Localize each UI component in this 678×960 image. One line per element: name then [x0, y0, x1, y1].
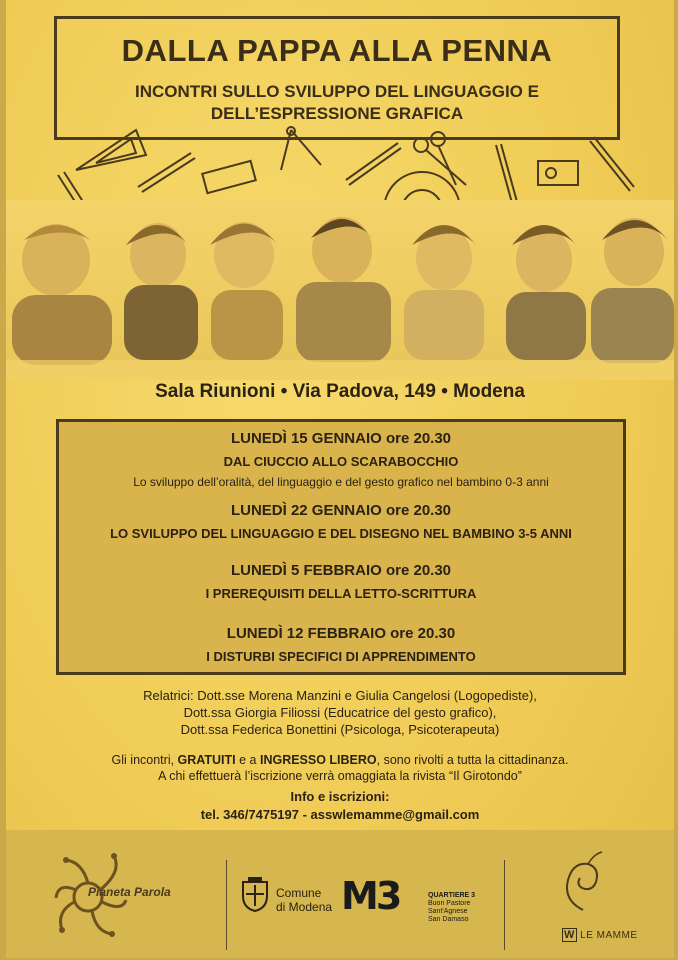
pianeta-parola-name: Pianeta Parola [88, 885, 171, 899]
contact-line[interactable]: tel. 346/7475197 - asswlemamme@gmail.com [200, 807, 480, 822]
free-entry-line-2: A chi effettuerà l’iscrizione verrà omaggiata la rivista “Il Girotondo” [158, 769, 522, 783]
m3-logo: M3 [341, 874, 400, 918]
comune-line-1: Comune [276, 886, 322, 900]
pencil-icon [590, 137, 634, 191]
event-description: Lo sviluppo dell’oralità, del linguaggio e del gesto grafico nel bambino 0-3 anni [133, 475, 549, 489]
comune-line-2: di Modena [276, 900, 333, 914]
le-mamme-logo-icon [558, 850, 608, 920]
schedule-box [56, 419, 626, 675]
pencil-icon [346, 143, 401, 185]
speakers-line-2: Dott.ssa Giorgia Filiossi (Educatrice del gesto grafico), [183, 705, 497, 720]
comune-di-modena [276, 886, 332, 914]
speakers-line-3: Dott.ssa Federica Bonettini (Psicologa, Psicoterapeuta) [180, 722, 500, 737]
quartiere-sub-1: Buon Pastore [428, 900, 471, 907]
info-block [6, 788, 674, 824]
poster-title: DALLA PAPPA ALLA PENNA [121, 33, 553, 68]
title-box [54, 16, 620, 140]
info-heading: Info e iscrizioni: [290, 789, 390, 804]
speakers [6, 687, 674, 738]
footer-divider [504, 860, 505, 950]
quartiere-sub-2: Sant'Agnese [428, 908, 468, 915]
event-title: LO SVILUPPO DEL LINGUAGGIO E DEL DISEGNO NEL BAMBINO 3-5 ANNI [110, 526, 572, 541]
children-photo [6, 200, 674, 380]
eraser-icon [202, 161, 255, 193]
free-entry-notice [6, 752, 674, 784]
event-4 [59, 625, 623, 664]
free-mid: e a [235, 753, 260, 767]
comune-crest-icon [240, 876, 270, 912]
le-mamme-text: LE MAMME [580, 930, 638, 941]
subtitle-line-2: DELL’ESPRESSIONE GRAFICA [210, 104, 464, 123]
le-mamme-w: W [564, 929, 575, 941]
le-mamme-name [562, 928, 638, 942]
event-3 [59, 562, 623, 601]
sharpener-icon [538, 161, 578, 185]
compass-icon [281, 127, 321, 170]
quartiere-sub-3: San Damaso [428, 916, 469, 923]
event-date: LUNEDÌ 12 FEBBRAIO ore 20.30 [226, 625, 456, 642]
footer-divider [226, 860, 227, 950]
event-2 [59, 502, 623, 541]
event-date: LUNEDÌ 5 FEBBRAIO ore 20.30 [230, 562, 452, 579]
free-gratuiti: GRATUITI [177, 753, 236, 767]
event-title: I DISTURBI SPECIFICI DI APPRENDIMENTO [206, 649, 476, 664]
event-title: DAL CIUCCIO ALLO SCARABOCCHIO [223, 454, 459, 469]
speakers-line-1: Relatrici: Dott.sse Morena Manzini e Giulia Cangelosi (Logopediste), [143, 688, 537, 703]
venue-address: Sala Riunioni • Via Padova, 149 • Modena [155, 381, 525, 402]
free-suffix: , sono rivolti a tutta la cittadinanza. [376, 753, 569, 767]
sponsor-footer [6, 830, 674, 958]
event-date: LUNEDÌ 22 GENNAIO ore 20.30 [230, 502, 452, 519]
subtitle-line-1: INCONTRI SULLO SVILUPPO DEL LINGUAGGIO E [135, 82, 539, 101]
quartiere-3 [428, 892, 475, 924]
free-entry-line-1 [6, 752, 674, 768]
poster-subtitle [57, 81, 617, 125]
event-title: I PREREQUISITI DELLA LETTO-SCRITTURA [205, 586, 477, 601]
free-ingresso: INGRESSO LIBERO [259, 753, 377, 767]
free-prefix: Gli incontri, [111, 753, 178, 767]
event-1 [59, 430, 623, 489]
event-date: LUNEDÌ 15 GENNAIO ore 20.30 [230, 430, 452, 447]
set-square-icon [76, 130, 146, 170]
pencil-icon [138, 153, 195, 192]
quartiere-label: QUARTIERE 3 [428, 892, 476, 899]
poster [6, 0, 674, 958]
